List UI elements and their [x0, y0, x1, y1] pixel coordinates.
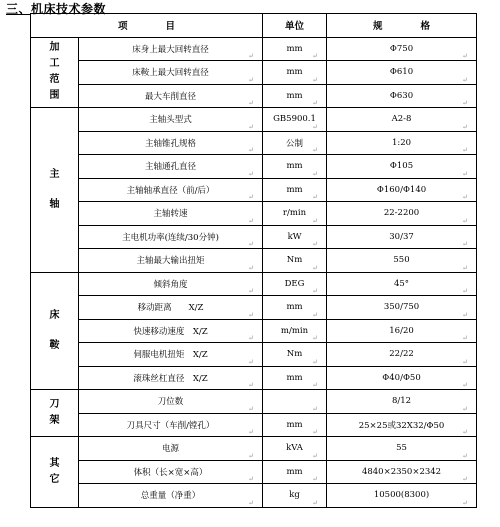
row-spec — [327, 202, 477, 226]
paragraph-mark: ↵ — [462, 263, 469, 272]
group-label-char: 架 — [49, 415, 60, 426]
row-unit — [263, 343, 327, 367]
row-unit — [263, 413, 327, 437]
group-label-char: 轴 — [49, 198, 60, 210]
row-spec — [327, 155, 477, 179]
table-row — [31, 131, 477, 155]
paragraph-mark: ↵ — [462, 99, 469, 107]
row-item — [79, 61, 263, 85]
section-title: 机床技术参数 — [31, 2, 107, 16]
paragraph-mark: ↵ — [248, 404, 255, 413]
paragraph-mark: ↵ — [248, 122, 255, 131]
table-row — [31, 108, 477, 132]
row-spec — [327, 366, 477, 390]
group-label — [31, 272, 79, 390]
table-row — [31, 61, 477, 85]
paragraph-mark: ↵ — [248, 75, 255, 84]
row-spec-text: 22/22 — [389, 349, 414, 360]
paragraph-mark: ↵ — [312, 498, 319, 507]
row-spec — [327, 178, 477, 202]
paragraph-mark: ↵ — [312, 381, 319, 389]
table-row — [31, 437, 477, 461]
group-label — [31, 108, 79, 273]
row-item-text: 主轴通孔直径 — [145, 162, 197, 173]
paragraph-mark: ↵ — [248, 216, 255, 225]
paragraph-mark: ↵ — [312, 169, 319, 178]
group-label-char: 加 — [49, 42, 60, 54]
row-item — [79, 178, 263, 202]
spec-table — [30, 13, 477, 508]
paragraph-mark: ↵ — [312, 310, 319, 319]
row-spec — [327, 131, 477, 155]
row-spec-text: Φ105 — [389, 161, 414, 172]
table-row — [31, 37, 477, 61]
row-unit-text: GB5900.1 — [273, 114, 316, 125]
row-unit — [263, 225, 327, 249]
row-spec-text: 55 — [396, 443, 407, 454]
row-item-text: 快速移动速度 X/Z — [133, 326, 208, 337]
paragraph-mark: ↵ — [248, 428, 255, 436]
paragraph-mark: ↵ — [462, 287, 469, 295]
paragraph-mark: ↵ — [312, 334, 319, 342]
row-item-text: 体积（长×宽×高） — [133, 467, 208, 478]
paragraph-mark: ↵ — [462, 498, 469, 507]
row-unit — [263, 296, 327, 320]
row-item-text: 移动距离 X/Z — [137, 303, 204, 314]
row-item-text: 主电机功率(连续/30分钟) — [122, 232, 219, 243]
row-spec-text: Φ610 — [389, 67, 414, 78]
row-spec-text: 1:20 — [391, 137, 412, 148]
table-row — [31, 178, 477, 202]
table-row — [31, 319, 477, 343]
row-item-text: 床身上最大回转直径 — [132, 44, 209, 55]
paragraph-mark: ↵ — [462, 122, 469, 131]
paragraph-mark: ↵ — [248, 334, 255, 342]
row-item-text: 刀具尺寸（车削/镗孔） — [126, 420, 215, 431]
row-item-text: 主轴转速 — [153, 209, 188, 220]
row-item-text: 总重量（净重） — [140, 491, 201, 502]
row-unit — [263, 437, 327, 461]
row-spec — [327, 343, 477, 367]
row-item — [79, 437, 263, 461]
row-spec-text: 22-2200 — [383, 208, 420, 219]
row-spec — [327, 413, 477, 437]
row-spec — [327, 84, 477, 108]
row-item — [79, 249, 263, 273]
row-item — [79, 343, 263, 367]
table-row — [31, 202, 477, 226]
row-unit — [263, 484, 327, 508]
header-unit: 单位 — [263, 14, 327, 38]
row-item-text: 主轴锥孔规格 — [145, 138, 197, 149]
row-item — [79, 319, 263, 343]
row-spec — [327, 225, 477, 249]
paragraph-mark: ↵ — [248, 240, 255, 248]
row-item-text: 滚珠丝杠直径 X/Z — [133, 373, 208, 384]
paragraph-mark: ↵ — [248, 498, 255, 507]
row-item — [79, 484, 263, 508]
row-unit — [263, 84, 327, 108]
group-label-char: 围 — [49, 90, 60, 102]
paragraph-mark: ↵ — [462, 216, 469, 225]
group-label-char: 鞍 — [49, 339, 60, 351]
row-item-text: 主轴轴承直径（前/后） — [126, 185, 215, 196]
table-row — [31, 413, 477, 437]
paragraph-mark: ↵ — [248, 357, 255, 366]
row-spec-text: Φ160/Φ140 — [376, 184, 427, 195]
paragraph-mark: ↵ — [312, 451, 319, 460]
row-unit-text: r/min — [282, 208, 307, 219]
row-spec — [327, 437, 477, 461]
row-unit — [263, 390, 327, 414]
paragraph-mark: ↵ — [462, 334, 469, 342]
paragraph-mark: ↵ — [248, 381, 255, 389]
row-unit-text: mm — [286, 43, 303, 54]
group-label-char: 范 — [49, 74, 60, 86]
row-unit — [263, 319, 327, 343]
paragraph-mark: ↵ — [462, 240, 469, 248]
paragraph-mark: ↵ — [248, 52, 255, 60]
row-unit-text: mm — [286, 466, 303, 477]
row-unit — [263, 37, 327, 61]
row-item-text: 主轴最大输出扭矩 — [136, 256, 205, 267]
row-unit — [263, 131, 327, 155]
table-row — [31, 484, 477, 508]
row-item — [79, 366, 263, 390]
row-item — [79, 272, 263, 296]
row-unit-text: kg — [289, 490, 300, 501]
table-row — [31, 84, 477, 108]
header-item: 项 目 — [31, 14, 263, 38]
table-row — [31, 460, 477, 484]
paragraph-mark: ↵ — [312, 52, 319, 60]
row-item-text: 最大车削直径 — [145, 91, 197, 102]
paragraph-mark: ↵ — [462, 451, 469, 460]
row-item — [79, 84, 263, 108]
row-item — [79, 225, 263, 249]
row-unit — [263, 366, 327, 390]
table-row — [31, 272, 477, 296]
paragraph-mark: ↵ — [248, 475, 255, 483]
row-spec-text: 10500(8300) — [373, 490, 430, 501]
paragraph-mark: ↵ — [312, 99, 319, 107]
paragraph-mark: ↵ — [248, 263, 255, 272]
group-label-char: 刀 — [49, 399, 60, 410]
row-unit-text: kVA — [286, 443, 303, 454]
paragraph-mark: ↵ — [248, 99, 255, 107]
paragraph-mark: ↵ — [462, 357, 469, 366]
group-label-char: 主 — [49, 168, 60, 180]
section-number: 三、 — [6, 2, 32, 16]
row-unit-text: Nm — [286, 349, 303, 360]
row-spec — [327, 296, 477, 320]
paragraph-mark: ↵ — [312, 475, 319, 483]
paragraph-mark: ↵ — [312, 263, 319, 272]
paragraph-mark: ↵ — [248, 146, 255, 154]
row-item — [79, 131, 263, 155]
row-item — [79, 460, 263, 484]
row-unit-text: kW — [287, 231, 302, 242]
row-item-text: 床鞍上最大回转直径 — [132, 68, 209, 79]
row-unit-text: mm — [286, 302, 303, 313]
paragraph-mark: ↵ — [312, 122, 319, 131]
row-item-text: 倾斜角度 — [153, 279, 188, 290]
row-item-text: 电源 — [162, 444, 180, 455]
row-unit-text: mm — [286, 419, 303, 430]
row-unit-text: mm — [286, 67, 303, 78]
row-spec-text: 30/37 — [389, 231, 414, 242]
table-row — [31, 296, 477, 320]
paragraph-mark: ↵ — [248, 287, 255, 295]
row-spec-text: 8/12 — [391, 396, 412, 407]
row-unit — [263, 178, 327, 202]
paragraph-mark: ↵ — [312, 287, 319, 295]
table-row — [31, 343, 477, 367]
group-label — [31, 37, 79, 108]
spec-table-body — [31, 14, 477, 508]
paragraph-mark: ↵ — [462, 169, 469, 178]
row-unit — [263, 61, 327, 85]
row-unit — [263, 108, 327, 132]
row-unit — [263, 272, 327, 296]
paragraph-mark: ↵ — [248, 451, 255, 460]
row-spec — [327, 319, 477, 343]
row-spec — [327, 108, 477, 132]
paragraph-mark: ↵ — [248, 193, 255, 201]
paragraph-mark: ↵ — [248, 169, 255, 178]
group-label-char: 其 — [49, 457, 60, 469]
row-spec-text: 4840×2350×2342 — [361, 466, 442, 477]
row-spec-text: 550 — [393, 255, 410, 266]
row-unit-text: m/min — [280, 325, 309, 336]
row-item — [79, 390, 263, 414]
row-spec-text: Φ750 — [389, 43, 414, 54]
header-row — [31, 14, 477, 38]
row-unit — [263, 202, 327, 226]
row-spec — [327, 272, 477, 296]
group-label-char: 它 — [49, 473, 60, 485]
group-label — [31, 390, 79, 437]
row-spec — [327, 484, 477, 508]
paragraph-mark: ↵ — [462, 146, 469, 154]
row-spec — [327, 460, 477, 484]
table-row — [31, 225, 477, 249]
paragraph-mark: ↵ — [462, 193, 469, 201]
paragraph-mark: ↵ — [312, 428, 319, 436]
row-item-text: 主轴头型式 — [149, 115, 192, 126]
row-item — [79, 413, 263, 437]
paragraph-mark: ↵ — [462, 428, 469, 436]
row-spec-text: 350/750 — [383, 302, 420, 313]
paragraph-mark: ↵ — [462, 310, 469, 319]
row-unit-text: DEG — [284, 278, 305, 289]
row-unit — [263, 249, 327, 273]
paragraph-mark: ↵ — [462, 404, 469, 413]
paragraph-mark: ↵ — [462, 475, 469, 483]
paragraph-mark: ↵ — [462, 75, 469, 84]
row-item — [79, 155, 263, 179]
table-row — [31, 155, 477, 179]
row-spec — [327, 249, 477, 273]
row-item-text: 刀位数 — [157, 397, 184, 408]
row-spec — [327, 61, 477, 85]
row-spec-text: Φ630 — [389, 90, 414, 101]
row-spec-text: Φ40/Φ50 — [382, 372, 421, 383]
row-spec-text: A2-8 — [391, 114, 412, 125]
table-row — [31, 249, 477, 273]
row-spec-text: 16/20 — [389, 325, 414, 336]
paragraph-mark: ↵ — [312, 146, 319, 154]
row-unit-text: Nm — [286, 255, 303, 266]
paragraph-mark: ↵ — [312, 404, 319, 413]
paragraph-mark: ↵ — [312, 193, 319, 201]
paragraph-mark: ↵ — [248, 310, 255, 319]
row-item — [79, 296, 263, 320]
header-spec: 规 格 — [327, 14, 477, 38]
paragraph-mark: ↵ — [462, 381, 469, 389]
row-unit-text: mm — [286, 90, 303, 101]
paragraph-mark: ↵ — [312, 240, 319, 248]
paragraph-mark: ↵ — [462, 52, 469, 60]
row-unit-text: mm — [286, 184, 303, 195]
row-spec-text: 25×25或32X32/Φ50 — [358, 420, 445, 431]
row-item — [79, 37, 263, 61]
row-item-text: 伺服电机扭矩 X/Z — [133, 350, 208, 361]
group-label — [31, 437, 79, 508]
table-row — [31, 390, 477, 414]
row-unit-text: mm — [286, 372, 303, 383]
paragraph-mark: ↵ — [312, 216, 319, 225]
group-label-char: 工 — [49, 58, 60, 70]
table-row — [31, 366, 477, 390]
row-item — [79, 108, 263, 132]
group-label-char: 床 — [49, 309, 60, 321]
paragraph-mark: ↵ — [312, 75, 319, 84]
row-unit — [263, 460, 327, 484]
row-spec — [327, 390, 477, 414]
row-spec-text: 45° — [393, 278, 410, 289]
row-unit-text: mm — [286, 161, 303, 172]
row-item — [79, 202, 263, 226]
paragraph-mark: ↵ — [312, 357, 319, 366]
row-spec — [327, 37, 477, 61]
row-unit — [263, 155, 327, 179]
row-unit-text: 公制 — [286, 138, 304, 149]
